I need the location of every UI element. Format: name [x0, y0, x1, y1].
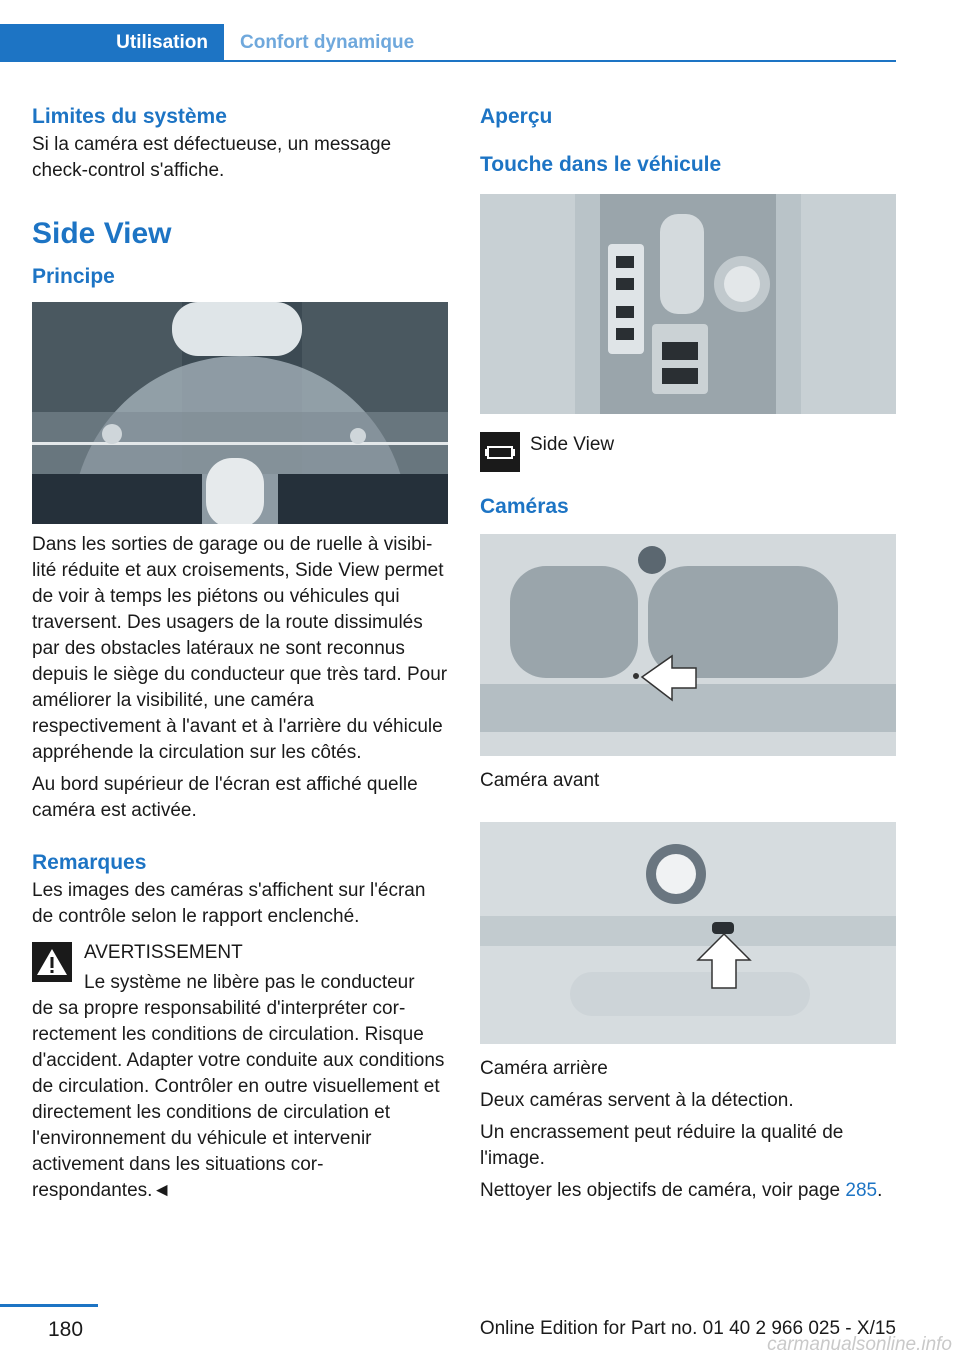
tab-confort-dynamique[interactable]: Confort dynamique	[240, 32, 415, 53]
limits-heading: Limites du système	[32, 105, 227, 128]
intersection-diagram	[32, 302, 448, 524]
page-number: 180	[48, 1318, 84, 1341]
warning-text: de sa propre responsabilité d'interpréter correctement les conditions de circulation. Risque d'accident. Adapter votre conduite aux conditions de circulation. Contrôler en outre visuellement et directement les conditions de circulation et l'environnement du véhicule et intervenir activement dans les situations correspondantes.◄	[32, 998, 445, 1201]
front-camera-photo	[480, 534, 896, 756]
two-cameras-text: Deux caméras servent à la détection.	[480, 1090, 794, 1111]
apercu-heading: Aperçu	[480, 105, 553, 128]
page-reference-link[interactable]: 285	[845, 1180, 878, 1201]
remarques-heading: Remarques	[32, 851, 147, 874]
clean-text	[480, 1178, 896, 1204]
rear-camera-caption: Caméra arrière	[480, 1058, 608, 1079]
limits-text: Si la caméra est défectueuse, un message check-control s'affiche.	[32, 134, 392, 181]
warning-title: AVERTISSEMENT	[84, 942, 243, 963]
principe-paragraph-1: Dans les sorties de garage ou de ruelle à visibilité réduite et aux croisements, Side View permet de voir à temps les piétons ou véhicules qui traversent. Des usagers de la route dissimulés par des obstacles latéraux ne sont reconnus depuis le siège du conducteur que très tard. Pour améliorer la visibilité, une caméra respectivement à l'avant et à l'arrière du véhicule appréhende la circulation sur les côtés.	[32, 534, 448, 763]
side-view-label: Side View	[530, 434, 615, 455]
center-console-illustration	[480, 194, 896, 414]
page-header	[0, 24, 896, 62]
principe-paragraph-2: Au bord supérieur de l'écran est affiché quelle caméra est activée.	[32, 774, 418, 821]
rear-trunk-illustration	[480, 822, 896, 1044]
side-view-camera-icon	[480, 432, 520, 472]
side-view-heading: Side View	[32, 217, 172, 250]
edition-info: Online Edition for Part no. 01 40 2 966 025 - X/15	[479, 1318, 896, 1339]
clean-text-suffix: .	[877, 1180, 883, 1201]
cameras-heading: Caméras	[480, 495, 569, 518]
principe-heading: Principe	[32, 265, 115, 288]
console-photo	[480, 194, 896, 414]
clean-text-prefix: Nettoyer les objectifs de caméra, voir page	[480, 1180, 846, 1201]
warning-block	[32, 940, 448, 1204]
front-camera-caption: Caméra avant	[480, 770, 600, 791]
rear-camera-photo	[480, 822, 896, 1044]
tab-utilisation[interactable]: Utilisation	[0, 24, 224, 62]
watermark: carmanualsonline.info	[767, 1334, 952, 1355]
right-column	[480, 102, 896, 1204]
warning-line-1: Le système ne libère pas le conducteur	[84, 972, 415, 993]
dirt-text: Un encrassement peut réduire la qualité de l'image.	[480, 1122, 844, 1169]
front-grille-illustration	[480, 534, 896, 756]
footer-rule	[0, 1304, 98, 1307]
principle-illustration	[32, 302, 448, 524]
header-rule	[0, 60, 896, 62]
warning-triangle-icon	[32, 942, 72, 982]
remarques-text: Les images des caméras s'affichent sur l'écran de contrôle selon le rapport enclenché.	[32, 880, 426, 927]
touche-heading: Touche dans le véhicule	[480, 153, 722, 176]
left-column	[32, 102, 448, 1204]
side-view-button-row	[480, 432, 896, 474]
